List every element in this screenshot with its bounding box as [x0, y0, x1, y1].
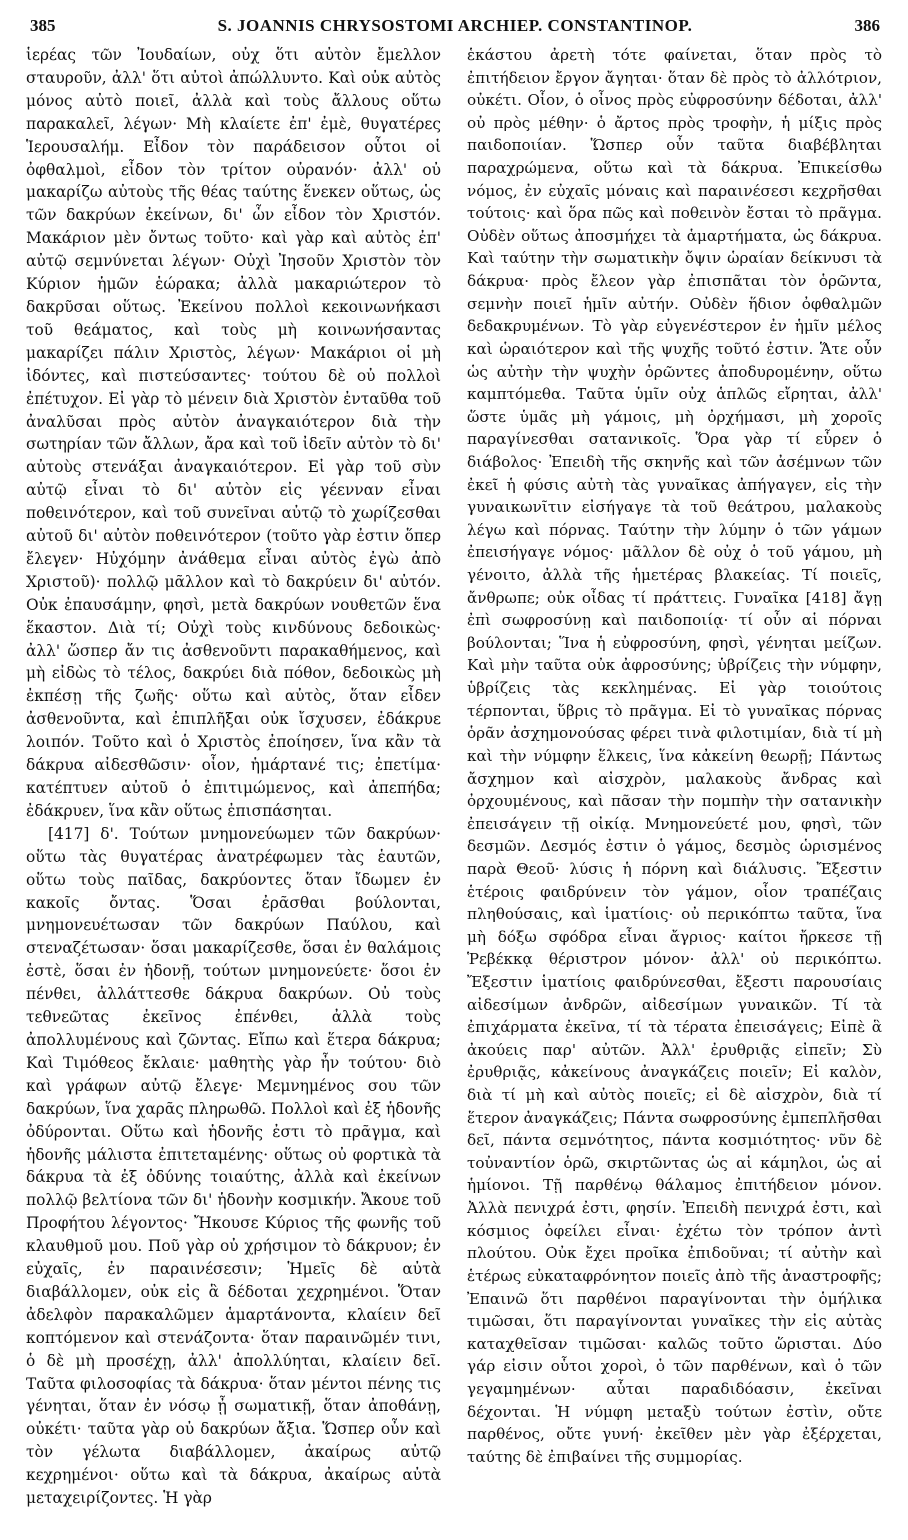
paragraph: ἱερέας τῶν Ἰουδαίων, οὐχ ὅτι αὐτὸν ἔμελλον σταυροῦν, ἀλλ' ὅτι αὐτοὶ ἀπώλλυντο. Καὶ οὐκ αὐτὸς μόνος αὐτὸ ποιεῖ, ἀλλὰ καὶ τοὺς ἄλλους οὕτω παρακαλεῖ, λέγων· Μὴ κλαίετε ἐπ' ἐμὲ, θυγατέρες Ἱερουσαλήμ. Εἶδον τὸν παράδεισον οὗτοι οἱ ὀφθαλμοὶ, εἶδον τὸν τρίτον οὐρανόν· ἀλλ' οὐ μακαρίζω αὐτοὺς τῆς θέας ταύτης ἕνεκεν οὕτως, ὡς τῶν δακρύων ἐκείνων, δι' ὧν εἶδον τὸν Χριστόν. Μακάριον μὲν ὄντως τοῦτο· καὶ γὰρ καὶ αὐτὸς ἐπ' αὐτῷ σεμνύνεται λέγων· Οὐχὶ Ἰησοῦν Χριστὸν τὸν Κύριον ἡμῶν ἑώρακα; ἀλλὰ μακαριώτερον τὸ δακρῦσαι οὕτως. Ἐκείνου πολλοὶ κεκοινωνήκασι τοῦ θεάματος, καὶ τοὺς μὴ κοινωνήσαντας μακαρίζει πάλιν Χριστὸς, λέγων· Μακάριοι οἱ μὴ ἰδόντες, καὶ πιστεύσαντες· τούτου δὲ οὐ πολλοὶ ἐπέτυχον. Εἰ γὰρ τὸ μένειν διὰ Χριστὸν ἐνταῦθα τοῦ ἀναλῦσαι πρὸς αὐτὸν ἀναγκαιότερον διὰ τὴν σωτηρίαν τῶν ἄλλων, ἄρα καὶ τοῦ ἰδεῖν αὐτὸν τὸ δι' αὐτοὺς στενάξαι ἀναγκαιότερον. Εἰ γὰρ τοῦ σὺν αὐτῷ εἶναι τὸ δι' αὐτὸν εἰς γέενναν εἶναι ποθεινότερον, καὶ τοῦ συνεῖναι αὐτῷ τὸ χωρίζεσθαι αὐτοῦ δι' αὐτὸν ποθεινότερον (τοῦτο γὰρ ἐστιν ὅπερ ἔλεγεν· Ηὐχόμην ἀνάθεμα εἶναι αὐτὸς ἐγὼ ἀπὸ Χριστοῦ)· πολλῷ μᾶλλον καὶ τὸ δακρύειν δι' αὐτόν. Οὐκ ἐπαυσάμην, φησὶ, μετὰ δακρύων νουθετῶν ἕνα ἕκαστον. Διὰ τί; Οὐχὶ τοὺς κινδύνους δεδοικὼς· ἀλλ' ὥσπερ ἄν τις ἀσθενοῦντι παρακαθήμενος, καὶ μὴ εἰδὼς τὸ τέλος, δακρύει διὰ πόθον, δεδοικὼς μὴ ἐκπέσῃ τῆς ζωῆς· οὕτω καὶ αὐτὸς, ὅταν εἶδεν ἀσθενοῦντα, καὶ ἐπιπλῆξαι οὐκ ἴσχυσεν, ἐδάκρυε λοιπόν. Τοῦτο καὶ ὁ Χριστὸς ἐποίησεν, ἵνα κἂν τὰ δάκρυα αἰδεσθῶσιν· οἷον, ἡμάρτανέ τις; ἐπετίμα· κατέπτυεν αὐτοῦ ὁ ἐπιτιμώμενος, καὶ ἀπεπήδα; ἐδάκρυεν, ἵνα κἂν οὕτως ἐπισπάσηται. [26, 46, 441, 820]
paragraph: [417] δ'. Τούτων μνημονεύωμεν τῶν δακρύων· οὕτω τὰς θυγατέρας ἀνατρέφωμεν τὰς ἑαυτῶν, οὕτω τοὺς παῖδας, δακρύοντες ὅταν ἴδωμεν ἐν κακοῖς ὄντας. Ὅσαι ἐρᾶσθαι βούλονται, μνημονευέτωσαν τῶν δακρύων Παύλου, καὶ στεναζέτωσαν· ὅσαι μακαρίζεσθε, ὅσαι ἐν θαλάμοις ἐστὲ, ὅσαι ἐν ἡδονῇ, τούτων μνημονεύετε· ὅσοι ἐν πένθει, ἀλλάττεσθε δάκρυα δακρύων. Οὐ τοὺς τεθνεῶτας ἐκεῖνος ἐπένθει, ἀλλὰ τοὺς ἀπολλυμένους καὶ ζῶντας. Εἴπω καὶ ἕτερα δάκρυα; Καὶ Τιμόθεος ἔκλαιε· μαθητὴς γὰρ ἦν τούτου· διὸ καὶ γράφων αὐτῷ ἔλεγε· Μεμνημένος σου τῶν δακρύων, ἵνα χαρᾶς πληρωθῶ. Πολλοὶ καὶ ἐξ ἡδονῆς ὀδύρονται. Οὕτω καὶ ἡδονῆς ἐστι τὸ πρᾶγμα, καὶ ἡδονῆς μάλιστα ἐπιτεταμένης· οὕτως οὐ φορτικὰ τὰ δάκρυα τὰ ἐξ ὀδύνης τοιαύτης, ἀλλὰ καὶ ἐκείνων πολλῷ βελτίονα τῶν δι' ἡδονὴν κοσμικήν. Ἄκουε τοῦ Προφήτου λέγοντος· Ἤκουσε Κύριος τῆς φωνῆς τοῦ κλαυθμοῦ μου. Ποῦ γὰρ οὐ χρήσιμον τὸ δάκρυον; ἐν εὐχαῖς, ἐν παραινέσεσιν; Ἡμεῖς δὲ αὐτὰ διαβάλλομεν, οὐκ εἰς ἃ δέδοται χεχρημένοι. Ὅταν ἀδελφὸν παρακαλῶμεν ἁμαρτάνοντα, κλαίειν δεῖ κοπτόμενον καὶ στενάζοντα· ὅταν παραινῶμέν τινι, ὁ δὲ μὴ προσέχῃ, ἀλλ' ἀπολλύηται, κλαίειν δεῖ. Ταῦτα φιλοσοφίας τὰ δάκρυα· ὅταν μέντοι πένης τις γένηται, ὅταν ἐν νόσῳ ᾖ σωματικῇ, ὅταν ἀποθάνῃ, οὐκέτι· ταῦτα γὰρ οὐ δακρύων ἄξια. Ὥσπερ οὖν καὶ τὸν γέλωτα διαβάλλομεν, ἀκαίρως αὐτῷ κεχρημένοι· οὕτω καὶ τὰ δάκρυα, ἀκαίρως αὐτὰ μεταχειρίζοντες. Ἡ γὰρ [26, 824, 441, 1508]
paragraph: ἑκάστου ἀρετὴ τότε φαίνεται, ὅταν πρὸς τὸ ἐπιτήδειον ἔργον ἄγηται· ὅταν δὲ πρὸς τὸ ἀλλότριον, οὐκέτι. Οἷον, ὁ οἶνος πρὸς εὐφροσύνην δέδοται, ἀλλ' οὐ πρὸς μέθην· ὁ ἄρτος πρὸς τροφὴν, ἡ μίξις πρὸς παιδοποιίαν. Ὥσπερ οὖν ταῦτα διαβέβληται παραχρώμενα, οὕτω καὶ τὰ δάκρυα. Ἐπικείσθω νόμος, ἐν εὐχαῖς μόναις καὶ παραινέσεσι κεχρῆσθαι τούτοις· καὶ ὅρα πῶς καὶ ποθεινὸν ἔσται τὸ πρᾶγμα. Οὐδὲν οὕτως ἀποσμήχει τὰ ἁμαρτήματα, ὡς δάκρυα. Καὶ ταύτην τὴν σωματικὴν ὄψιν ὡραίαν δείκνυσι τὰ δάκρυα· πρὸς ἔλεον γὰρ ἐπισπᾶται τὸν ὁρῶντα, σεμνὴν ποιεῖ ἡμῖν αὐτήν. Οὐδὲν ἥδιον ὀφθαλμῶν δεδακρυμένων. Τὸ γὰρ εὐγενέστερον ἐν ἡμῖν μέλος καὶ ὡραιότερον καὶ τῆς ψυχῆς τοῦτό ἐστιν. Ἅτε οὖν ὡς αὐτὴν τὴν ψυχὴν ὁρῶντες ἀποδυρομένην, οὕτω καμπτόμεθα. Ταῦτα ὑμῖν οὐχ ἁπλῶς εἴρηται, ἀλλ' ὥστε ὑμᾶς μὴ γάμοις, μὴ ὀρχήμασι, μὴ χοροῖς παραγίνεσθαι σατανικοῖς. Ὅρα γὰρ τί εὗρεν ὁ διάβολος· Ἐπειδὴ τῆς σκηνῆς καὶ τῶν ἀσέμνων τῶν ἐκεῖ ἡ φύσις αὐτὴ τὰς γυναῖκας ἀπήγαγεν, εἰς τὴν γυναικωνῖτιν εἰσήγαγε τὰ τοῦ θεάτρου, μαλακοὺς λέγω καὶ πόρνας. Ταύτην τὴν λύμην ὁ τῶν γάμων ἐπεισήγαγε νόμος· μᾶλλον δὲ οὐχ ὁ τοῦ γάμου, μὴ γένοιτο, ἀλλὰ τῆς ἡμετέρας βλακείας. Τί ποιεῖς, ἄνθρωπε; οὐκ οἶδας τί πράττεις. Γυναῖκα [418] ἄγῃ ἐπὶ σωφροσύνῃ καὶ παιδοποιίᾳ· τί οὖν αἱ πόρναι βούλονται; Ἵνα ἡ εὐφροσύνη, φησὶ, γένηται μείζων. Καὶ μὴν ταῦτα οὐκ ἀφροσύνης; ὑβρίζεις τὴν νύμφην, ὑβρίζεις τὰς κεκλημένας. Εἰ γὰρ τοιούτοις τέρπονται, ὕβρις τὸ πρᾶγμα. Εἰ τὸ γυναῖκας πόρνας ὁρᾶν ἀσχημονούσας φέρει τινὰ φιλοτιμίαν, διὰ τί μὴ καὶ τὴν νύμφην ἕλκεις, ἵνα κἀκείνη θεωρῇ; Πάντως ἄσχημον καὶ αἰσχρὸν, μαλακοὺς ἄνδρας καὶ ὀρχουμένους, καὶ πᾶσαν τὴν πομπὴν τὴν σατανικὴν ἐπεισάγειν τῇ οἰκίᾳ. Μνημονεύετέ μου, φησὶ, τῶν δεσμῶν. Δεσμός ἐστιν ὁ γάμος, δεσμὸς ὡρισμένος παρὰ Θεοῦ· λύσις ἡ πόρνη καὶ διάλυσις. Ἔξεστιν ἑτέροις φαιδρύνειν τὸν γάμον, οἷον τραπέζαις πληθούσαις, καὶ ἱματίοις· οὐ περικόπτω ταῦτα, ἵνα μὴ δόξω σφόδρα εἶναι ἄγριος· καίτοι ἤρκεσε τῇ Ῥεβέκκᾳ θέριστρον μόνον· ἀλλ' οὐ περικόπτω. Ἔξεστιν ἱματίοις φαιδρύνεσθαι, ἔξεστι παρουσίαις αἰδεσίμων ἀνδρῶν, αἰδεσίμων γυναικῶν. Τί τὰ ἐπιχάρματα ἐκεῖνα, τί τὰ τέρατα ἐπεισάγεις; Εἰπὲ ἃ ἀκούεις παρ' αὐτῶν. Ἀλλ' ἐρυθριᾷς εἰπεῖν; Σὺ ἐρυθριᾷς, κἀκείνους ἀναγκάζεις ποιεῖν; Εἰ καλὸν, διὰ τί μὴ καὶ αὐτὸς ποιεῖς; εἰ δὲ αἰσχρὸν, διὰ τί ἕτερον ἀναγκάζεις; Πάντα σωφροσύνης ἐμπεπλῆσθαι δεῖ, πάντα σεμνότητος, πάντα κοσμιότητος· νῦν δὲ τοὐναντίον ὁρῶ, σκιρτῶντας ὡς αἱ κάμηλοι, ὡς αἱ ἡμίονοι. Τῇ παρθένῳ θάλαμος ἐπιτήδειον μόνον. Ἀλλὰ πενιχρά ἐστι, φησίν. Ἐπειδὴ πενιχρά ἐστι, καὶ κόσμιος ὀφείλει εἶναι· ἐχέτω τὸν τρόπον ἀντὶ πλούτου. Οὐκ ἔχει προῖκα ἐπιδοῦναι; τί αὐτὴν καὶ ἑτέρως εὐκαταφρόνητον ποιεῖς ἀπὸ τῆς ἀναστροφῆς; Ἐπαινῶ ὅτι παρθένοι παραγίνονται τὴν ὁμήλικα τιμῶσαι, ὅτι παραγίνονται γυναῖκες τὴν εἰς αὐτὰς καταχθεῖσαν τιμῶσαι· καλῶς τοῦτο ὥρισται. Δύο γάρ εἰσιν οὗτοι χοροὶ, ὁ τῶν παρθένων, καὶ ὁ τῶν γεγαμημένων· αὗται παραδιδόασιν, ἐκεῖναι δέχονται. Ἡ νύμφη μεταξὺ τούτων ἐστὶν, οὔτε παρθένος, οὔτε γυνή· ἐκεῖθεν μὲν γὰρ ἐξέρχεται, ταύτης δὲ ἐπιβαίνει τῆς συμμορίας. [467, 46, 882, 1466]
page-number-right: 386 [854, 16, 880, 35]
right-column [467, 44, 882, 1468]
page-number-left: 385 [30, 16, 56, 35]
running-title: S. JOANNIS CHRYSOSTOMI ARCHIEP. CONSTANTINOP. [217, 16, 693, 35]
page-header [30, 8, 880, 42]
left-column [26, 44, 441, 1510]
